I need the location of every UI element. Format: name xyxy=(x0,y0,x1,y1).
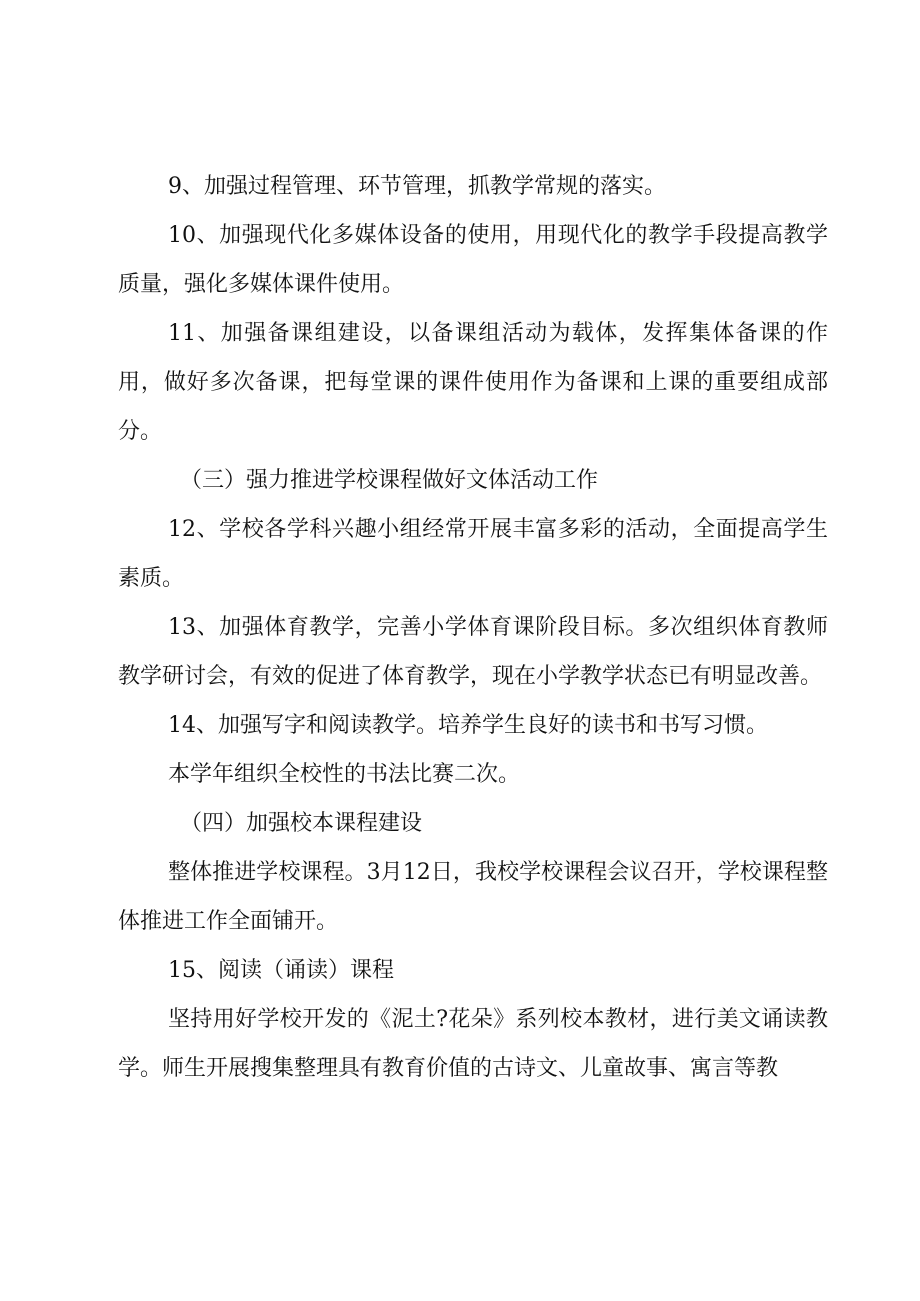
paragraph-item-11: 11、加强备课组建设，以备课组活动为载体，发挥集体备课的作用，做好多次备课，把每堂课的课件使用作为备课和上课的重要组成部分。 xyxy=(118,321,828,444)
paragraph-item-13: 13、加强体育教学，完善小学体育课阶段目标。多次组织体育教师教学研讨会，有效的促进了体育教学，现在小学教学状态已有明显改善。 xyxy=(118,615,828,689)
paragraph-item-10: 10、加强现代化多媒体设备的使用，用现代化的教学手段提高教学质量，强化多媒体课件使用。 xyxy=(118,223,828,297)
paragraph-reading-course: 坚持用好学校开发的《泥土?花朵》系列校本教材，进行美文诵读教学。师生开展搜集整理具有教育价值的古诗文、儿童故事、寓言等教 xyxy=(118,1007,828,1081)
section-heading-4: （四）加强校本课程建设 xyxy=(180,811,423,836)
document-body xyxy=(118,162,828,1093)
paragraph-item-9: 9、加强过程管理、环节管理，抓教学常规的落实。 xyxy=(168,174,666,199)
paragraph-item-15: 15、阅读（诵读）课程 xyxy=(168,958,394,983)
paragraph-calligraphy-contest: 本学年组织全校性的书法比赛二次。 xyxy=(168,762,521,787)
section-heading-3: （三）强力推进学校课程做好文体活动工作 xyxy=(180,468,599,493)
paragraph-item-12: 12、学校各学科兴趣小组经常开展丰富多彩的活动，全面提高学生素质。 xyxy=(118,517,828,591)
paragraph-curriculum-meeting: 整体推进学校课程。3月12日，我校学校课程会议召开，学校课程整体推进工作全面铺开。 xyxy=(118,860,828,934)
paragraph-item-14: 14、加强写字和阅读教学。培养学生良好的读书和书写习惯。 xyxy=(168,713,768,738)
